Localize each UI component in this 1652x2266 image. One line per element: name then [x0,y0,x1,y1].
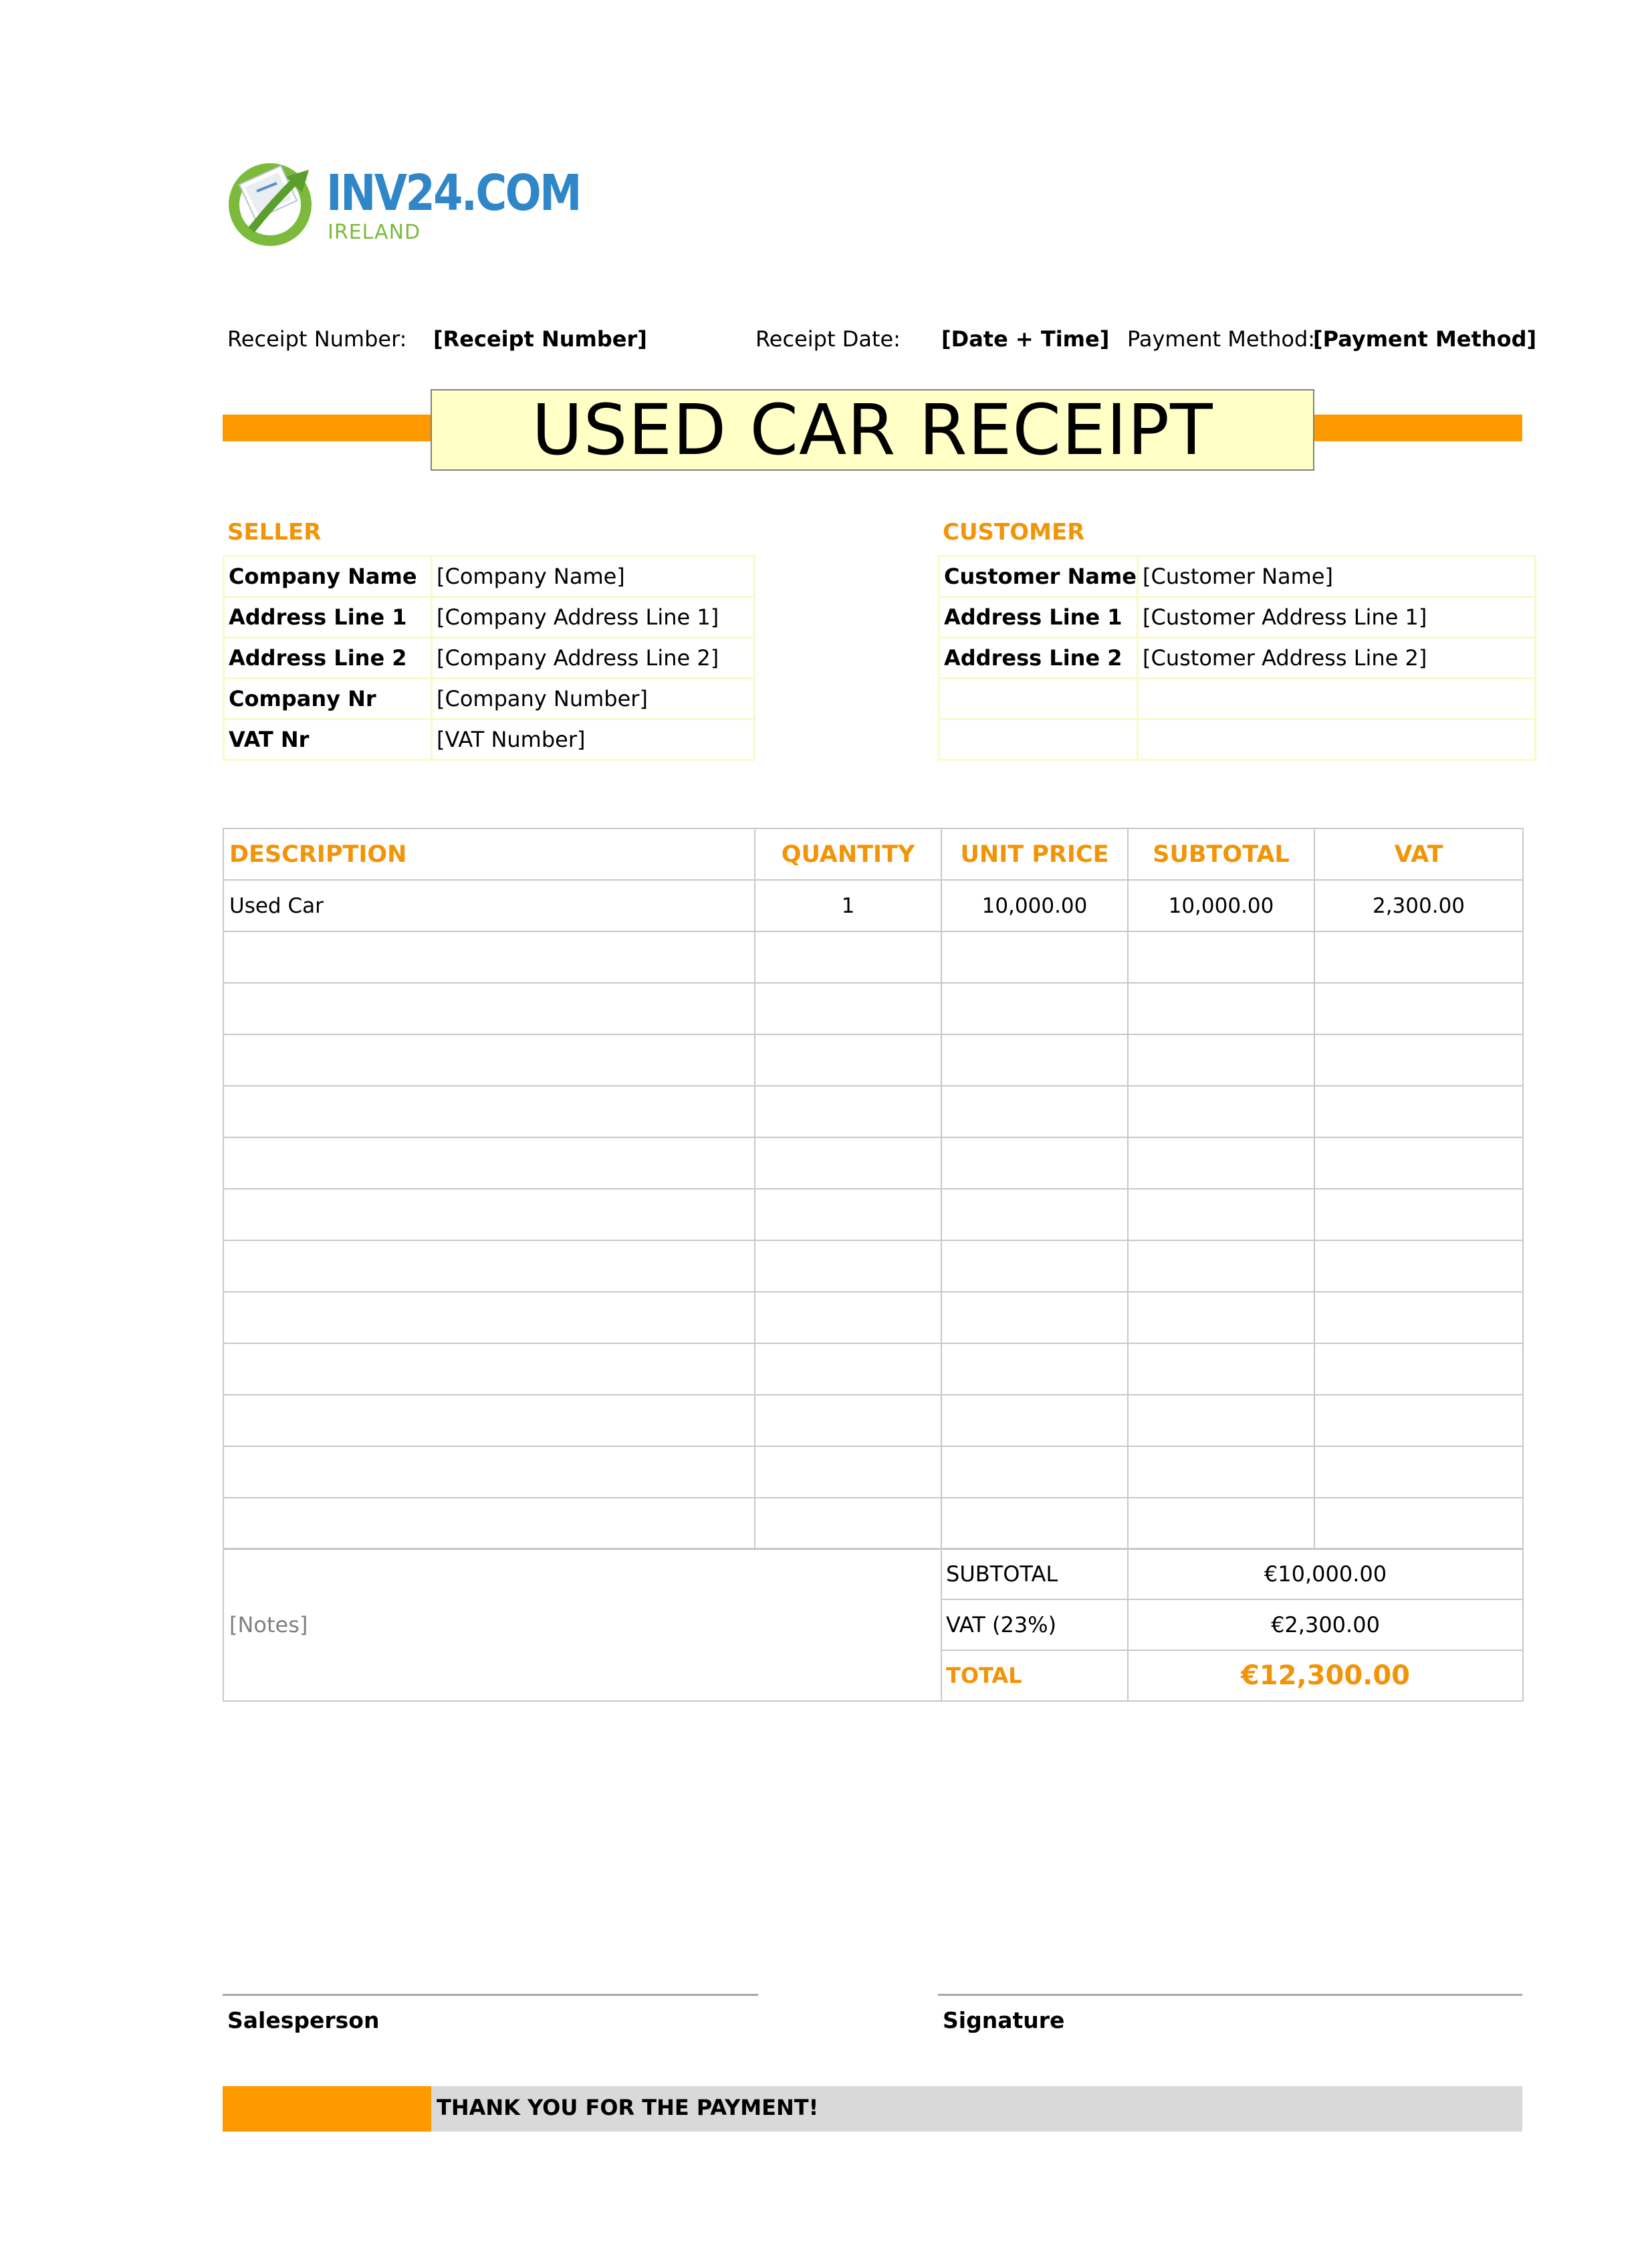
cell-vat [1314,1292,1523,1343]
seller-label: Company Name [224,556,432,597]
cell-unit-price [941,1446,1128,1498]
receipt-date-value: [Date + Time] [941,326,1110,352]
cell-description [223,1292,755,1343]
vat-value: €2,300.00 [1128,1599,1523,1650]
seller-label: Company Nr [224,679,432,719]
cell-description [223,1446,755,1498]
payment-method-label: Payment Method: [1127,326,1316,352]
table-row [223,1498,1523,1549]
cell-subtotal [1128,1086,1314,1137]
totals-table [223,1548,1524,1702]
logo-region: IRELAND [328,221,421,244]
header-quantity: QUANTITY [755,828,941,880]
subtotal-label: SUBTOTAL [941,1549,1128,1599]
items-body [223,880,1523,1549]
table-row [223,1189,1523,1240]
cell-description [223,983,755,1034]
seller-heading: SELLER [227,519,322,546]
title-band-left [223,415,431,441]
seller-row [224,556,755,597]
seller-row [224,597,755,638]
footer-message: THANK YOU FOR THE PAYMENT! [437,2095,819,2120]
cell-unit-price [941,1086,1128,1137]
total-label: TOTAL [941,1650,1128,1701]
seller-value: [Company Address Line 2] [432,638,755,679]
customer-value [1137,719,1535,760]
cell-description [223,1189,755,1240]
cell-quantity [755,983,941,1034]
cell-vat: 2,300.00 [1314,880,1523,931]
cell-quantity [755,1292,941,1343]
receipt-number-value: [Receipt Number] [433,326,647,352]
salesperson-line [223,1994,758,1996]
cell-subtotal: 10,000.00 [1128,880,1314,931]
cell-vat [1314,1086,1523,1137]
cell-vat [1314,1395,1523,1446]
receipt-number-label: Receipt Number: [227,326,407,352]
customer-value: [Customer Address Line 2] [1137,638,1535,679]
seller-value: [Company Address Line 1] [432,597,755,638]
seller-row [224,638,755,679]
salesperson-label: Salesperson [227,2007,380,2033]
cell-description [223,1240,755,1292]
seller-value: [Company Name] [432,556,755,597]
cell-quantity [755,931,941,983]
customer-value [1137,679,1535,719]
customer-row [939,556,1536,597]
table-row [223,1446,1523,1498]
table-row [223,983,1523,1034]
cell-quantity [755,1395,941,1446]
cell-subtotal [1128,983,1314,1034]
cell-description: Used Car [223,880,755,931]
signature-label: Signature [943,2007,1065,2033]
cell-vat [1314,931,1523,983]
cell-unit-price [941,1498,1128,1549]
table-row [223,1343,1523,1395]
logo-wordmark: INV24.COM [326,164,580,222]
cell-subtotal [1128,1034,1314,1086]
table-row [223,1137,1523,1189]
seller-row [224,719,755,760]
customer-label: Address Line 2 [939,638,1138,679]
cell-quantity [755,1086,941,1137]
cell-quantity [755,1498,941,1549]
customer-label: Address Line 1 [939,597,1138,638]
table-row [223,1395,1523,1446]
footer-accent [223,2086,431,2132]
receipt-date-label: Receipt Date: [755,326,901,352]
customer-label: Customer Name [939,556,1138,597]
cell-unit-price [941,1292,1128,1343]
customer-value: [Customer Address Line 1] [1137,597,1535,638]
cell-quantity [755,1137,941,1189]
seller-row [224,679,755,719]
cell-subtotal [1128,1189,1314,1240]
cell-unit-price [941,1343,1128,1395]
cell-vat [1314,1034,1523,1086]
cell-subtotal [1128,1446,1314,1498]
subtotal-value: €10,000.00 [1128,1549,1523,1599]
cell-unit-price [941,931,1128,983]
cell-vat [1314,1240,1523,1292]
table-row [223,1240,1523,1292]
cell-unit-price [941,1137,1128,1189]
cell-description [223,1086,755,1137]
vat-label: VAT (23%) [941,1599,1128,1650]
customer-table [938,555,1536,761]
cell-vat [1314,1189,1523,1240]
cell-description [223,1137,755,1189]
cell-quantity [755,1446,941,1498]
cell-vat [1314,1446,1523,1498]
cell-subtotal [1128,1292,1314,1343]
cell-subtotal [1128,1343,1314,1395]
document-title [431,389,1314,471]
seller-table [223,555,755,761]
header-description: DESCRIPTION [223,828,755,880]
customer-heading: CUSTOMER [943,519,1085,546]
header-subtotal: SUBTOTAL [1128,828,1314,880]
logo-icon [225,158,318,249]
cell-description [223,1343,755,1395]
seller-label: Address Line 2 [224,638,432,679]
cell-subtotal [1128,1137,1314,1189]
customer-label [939,719,1138,760]
header-unit-price: UNIT PRICE [941,828,1128,880]
subtotal-row [223,1549,1523,1599]
cell-vat [1314,1137,1523,1189]
cell-unit-price [941,983,1128,1034]
document-title-text: USED CAR RECEIPT [532,389,1213,471]
cell-unit-price: 10,000.00 [941,880,1128,931]
seller-label: VAT Nr [224,719,432,760]
header-vat: VAT [1314,828,1523,880]
customer-row [939,597,1536,638]
cell-unit-price [941,1034,1128,1086]
cell-subtotal [1128,1395,1314,1446]
total-value: €12,300.00 [1128,1650,1523,1701]
cell-vat [1314,1498,1523,1549]
customer-row [939,719,1536,760]
customer-value: [Customer Name] [1137,556,1535,597]
table-row [223,880,1523,931]
items-table [223,828,1524,1550]
customer-row [939,638,1536,679]
cell-vat [1314,1343,1523,1395]
notes-field: [Notes] [223,1549,941,1701]
cell-quantity [755,1343,941,1395]
cell-quantity [755,1034,941,1086]
customer-row [939,679,1536,719]
cell-subtotal [1128,931,1314,983]
cell-unit-price [941,1189,1128,1240]
table-row [223,1086,1523,1137]
seller-value: [Company Number] [432,679,755,719]
title-band-right [1312,415,1522,441]
cell-description [223,931,755,983]
seller-label: Address Line 1 [224,597,432,638]
table-row [223,1034,1523,1086]
table-row [223,931,1523,983]
cell-unit-price [941,1240,1128,1292]
cell-unit-price [941,1395,1128,1446]
payment-method-value: [Payment Method] [1313,326,1537,352]
cell-subtotal [1128,1498,1314,1549]
cell-quantity [755,1240,941,1292]
cell-description [223,1034,755,1086]
cell-subtotal [1128,1240,1314,1292]
items-header-row [223,828,1523,880]
table-row [223,1292,1523,1343]
cell-description [223,1395,755,1446]
cell-quantity: 1 [755,880,941,931]
customer-label [939,679,1138,719]
seller-value: [VAT Number] [432,719,755,760]
cell-description [223,1498,755,1549]
cell-quantity [755,1189,941,1240]
signature-line [938,1994,1522,1996]
cell-vat [1314,983,1523,1034]
